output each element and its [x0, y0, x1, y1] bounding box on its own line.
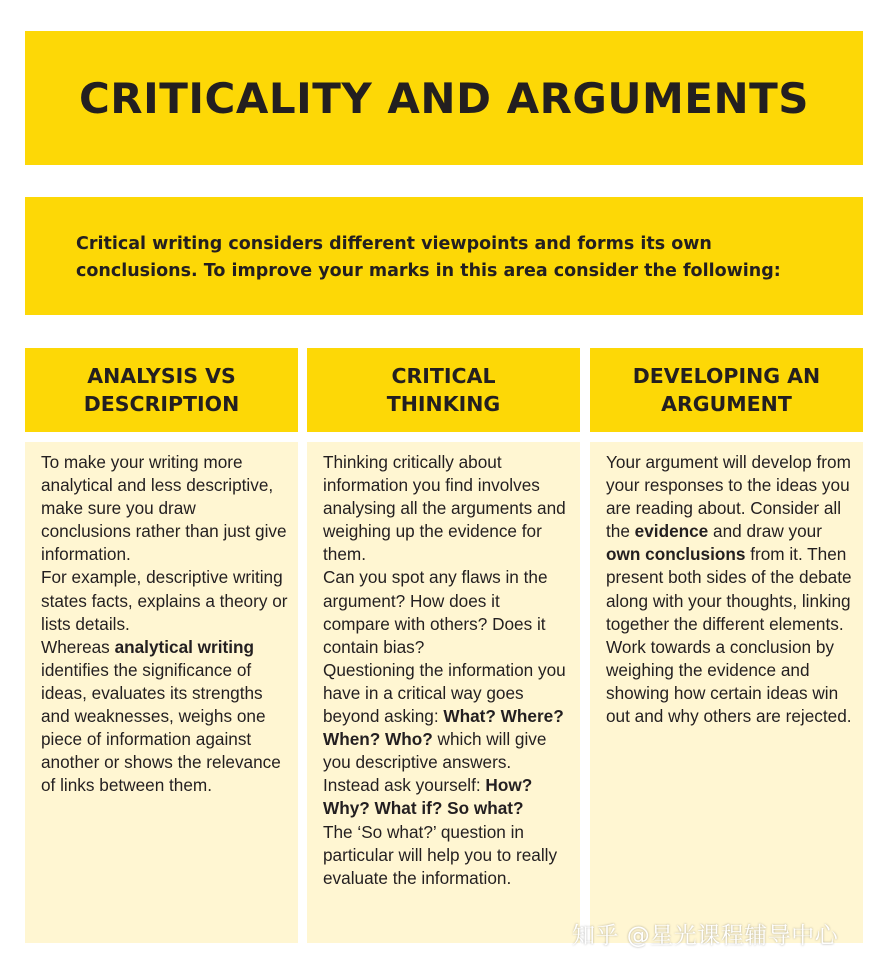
text-run: identifies the significance of ideas, evaluates its strengths and weaknesses, weighs one piece of information against another or shows the relevance of links between them.: [41, 659, 281, 796]
text-run: Thinking critically about information you find involves analysing all the arguments and weighing up the evidence for them.: [323, 452, 566, 565]
text-run: For example, descriptive writing states facts, explains a theory or lists details.: [41, 567, 288, 634]
text-run: To make your writing more analytical and less descriptive, make sure you draw conclusions rather than just give information.: [41, 452, 287, 565]
text-run: Questioning the information you have in a critical way goes beyond asking:: [323, 659, 566, 727]
bold-phrase: What? Where? When? Who?: [323, 706, 564, 750]
column-developing-an-argument: [590, 348, 863, 943]
bold-phrase: analytical writing: [114, 636, 255, 657]
column-body: [25, 442, 298, 943]
title-banner: [25, 31, 863, 165]
page-title: CRITICALITY AND ARGUMENTS: [78, 73, 810, 123]
column-heading-box: [25, 348, 298, 432]
column-body: [307, 442, 580, 943]
column-heading: CRITICAL THINKING: [386, 364, 501, 416]
text-run: Can you spot any flaws in the argument? How does it compare with others? Does it contain bias?: [323, 567, 548, 657]
text-run: which will give you descriptive answers.: [323, 729, 547, 773]
text-run: Your argument will develop from your responses to the ideas you are reading about. Consider all the: [606, 452, 851, 542]
bold-phrase: evidence: [634, 521, 709, 542]
watermark: 知乎 @星光课程辅导中心: [572, 923, 839, 949]
text-run: and draw your: [708, 521, 822, 542]
column-heading-box: [590, 348, 863, 432]
column-text: [606, 451, 853, 728]
text-run: Instead ask yourself:: [323, 775, 486, 796]
text-run: The ‘So what?’ question in particular will help you to really evaluate the information.: [323, 821, 558, 888]
column-text: [41, 451, 288, 797]
intro-box: [25, 197, 863, 315]
column-heading: ANALYSIS VS DESCRIPTION: [83, 364, 240, 416]
column-body: [590, 442, 863, 943]
intro-text: Critical writing considers different viewpoints and forms its own conclusions. To improve your marks in this area consider the following:: [76, 234, 781, 281]
column-text: [323, 451, 570, 890]
text-run: Whereas: [41, 636, 115, 657]
text-run: from it. Then present both sides of the debate along with your thoughts, linking together the different elements. Work towards a conclusion by weighing the evidence and showing how certain ideas win out and why others are rejected.: [606, 544, 852, 727]
bold-phrase: own conclusions: [606, 544, 746, 565]
column-analysis-vs-description: [25, 348, 298, 943]
column-heading: DEVELOPING AN ARGUMENT: [632, 364, 821, 416]
column-heading-box: [307, 348, 580, 432]
column-critical-thinking: [307, 348, 580, 943]
bold-phrase: How? Why? What if? So what?: [323, 775, 533, 819]
